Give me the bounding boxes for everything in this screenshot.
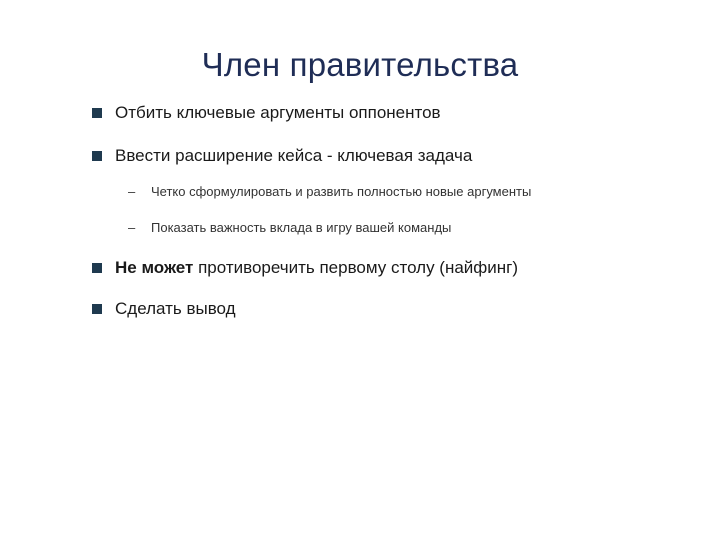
square-bullet-icon [92, 263, 102, 273]
sub-bullet-text: Показать важность вклада в игру вашей команды [151, 220, 452, 235]
bullet-rest-text: противоречить первому столу (найфинг) [193, 258, 519, 277]
sub-bullet-text: Четко сформулировать и развить полностью новые аргументы [151, 184, 532, 199]
square-bullet-icon [92, 108, 102, 118]
square-bullet-icon [92, 304, 102, 314]
bullet-item [92, 146, 472, 166]
dash-marker: – [128, 220, 136, 235]
bullet-text [115, 258, 518, 278]
slide-title: Член правительства [201, 46, 519, 83]
sub-bullet-item [128, 184, 531, 199]
bullet-item [92, 258, 518, 278]
bullet-text: Отбить ключевые аргументы оппонентов [115, 103, 441, 122]
bullet-text: Ввести расширение кейса - ключевая задача [115, 146, 473, 165]
sub-bullet-item [128, 220, 451, 235]
bullet-text: Сделать вывод [115, 299, 236, 318]
bullet-bold-text: Не может [115, 258, 194, 277]
bullet-item [92, 103, 441, 123]
bullet-item [92, 299, 236, 319]
dash-marker: – [128, 184, 136, 199]
square-bullet-icon [92, 151, 102, 161]
